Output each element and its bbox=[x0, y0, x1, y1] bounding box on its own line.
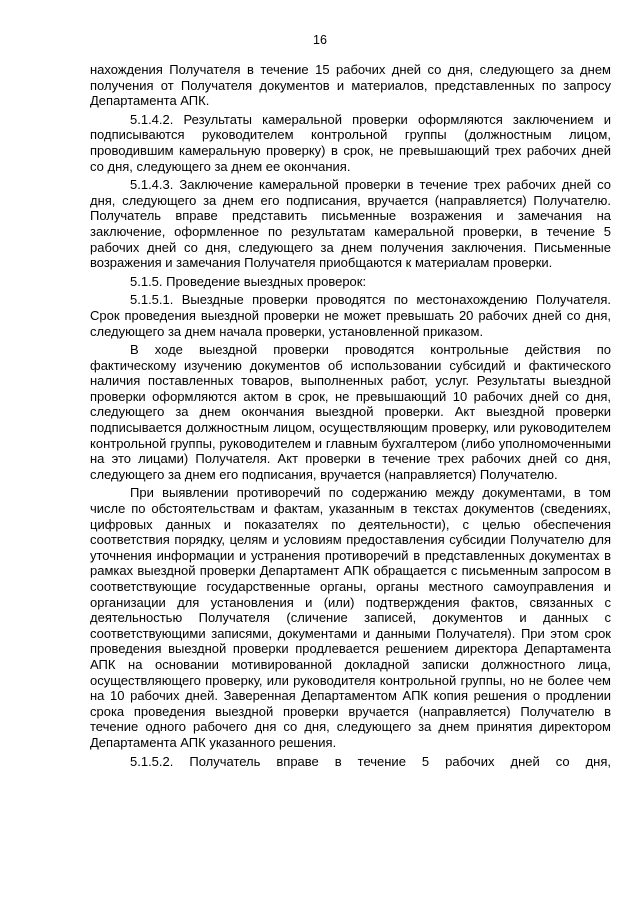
paragraph-5-1-5-1: 5.1.5.1. Выездные проверки проводятся по местонахождению Получателя. Срок проведения выездной проверки не может превышать 20 рабочих дней со дня, следующего за днем начала проверки, установленной приказом. bbox=[90, 292, 611, 339]
document-body bbox=[90, 62, 611, 772]
paragraph-contradictions: При выявлении противоречий по содержанию между документами, в том числе по обстоятельствам и фактам, указанным в текстах документов (сведениях, цифровых данных и показателях по деятельности), с целью обеспечения соответствия порядку, целям и условиям предоставления субсидии Получателю для уточнения информации и устранения противоречий в представленных документах в рамках выездной проверки Департамент АПК обращается с письменным запросом в соответствующие государственные органы, органы местного самоуправления и организации для установления и (или) подтверждения фактов, связанных с деятельностью Получателя (сличение записей, документов и данных с соответствующими записями, документами и данными Получателя). При этом срок проведения выездной проверки продлевается решением директора Департамента АПК на основании мотивированной докладной записки должностного лица, осуществляющего проверку, или руководителя контрольной группы, но не более чем на 10 рабочих дней. Заверенная Департаментом АПК копия решения о продлении срока проведения выездной проверки вручается (направляется) Получателю в течение одного рабочего дня со дня, следующего за днем принятия директором Департамента АПК указанного решения. bbox=[90, 485, 611, 750]
paragraph-field-inspection-actions: В ходе выездной проверки проводятся контрольные действия по фактическому изучению документов об использовании субсидий и фактического наличия поставленных товаров, выполненных работ, услуг. Результаты выездной проверки оформляются актом в срок, не превышающий 10 рабочих дней со дня, следующего за днем окончания выездной проверки. Акт выездной проверки подписывается должностным лицом, осуществляющим проверку, или руководителем контрольной группы, руководителем и главным бухгалтером (либо уполномоченными на это лицами) Получателя. Акт проверки в течение трех рабочих дней со дня, следующего за днем его подписания, вручается (направляется) Получателю. bbox=[90, 342, 611, 482]
paragraph-5-1-4-2: 5.1.4.2. Результаты камеральной проверки оформляются заключением и подписываются руководителем контрольной группы (должностным лицом, проводившим камеральную проверку) в срок, не превышающий трех рабочих дней со дня, следующего за днем ее окончания. bbox=[90, 111, 611, 174]
paragraph-5-1-5-2: 5.1.5.2. Получатель вправе в течение 5 рабочих дней со дня, bbox=[130, 753, 611, 769]
paragraph-5-1-4-3: 5.1.4.3. Заключение камеральной проверки в течение трех рабочих дней со дня, следующего за днем его подписания, вручается (направляется) Получателю. Получатель вправе представить письменные возражения и замечания на заключение, оформленное по результатам камеральной проверки, в течение 5 рабочих дней со дня, следующего за днем получения заключения. Письменные возражения и замечания Получателя приобщаются к материалам проверки. bbox=[90, 177, 611, 271]
paragraph-continuation: нахождения Получателя в течение 15 рабочих дней со дня, следующего за днем получения от Получателя документов и материалов, представленных по запросу Департамента АПК. bbox=[90, 62, 611, 109]
page-number: 16 bbox=[313, 33, 327, 47]
paragraph-5-1-5: 5.1.5. Проведение выездных проверок: bbox=[130, 273, 367, 289]
